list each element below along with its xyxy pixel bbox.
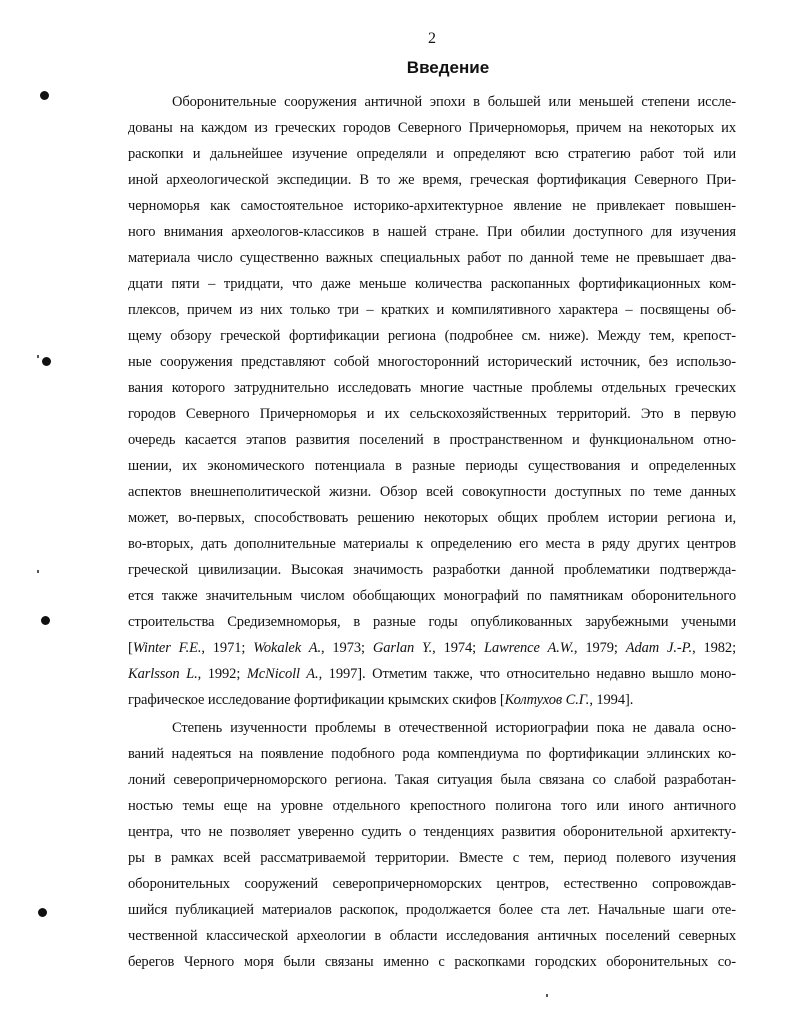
text-line: черноморья как самостоятельное историко-архитектурное явление не привлекает повышен-	[128, 198, 736, 214]
citation-author: Adam J.-P.	[625, 640, 693, 656]
text-line: строительства Средиземноморья, в разные годы опубликованных зарубежными учеными	[128, 614, 736, 630]
text-line: ваний надеяться на появление подобного рода компендиума по фортификации эллинских ко-	[128, 746, 736, 762]
text-line: шийся публикацией материалов раскопок, продолжается более ста лет. Начальные шаги оте-	[128, 902, 736, 918]
page-number: 2	[428, 30, 436, 47]
body-text	[128, 89, 736, 975]
citation-author: McNicoll A.	[246, 666, 319, 682]
text-line: материала число существенно важных специальных работ по данной теме не превышает два-	[128, 250, 736, 266]
text-line: аспектов внешнеполитической жизни. Обзор всей совокупности доступных по теме данных	[128, 484, 736, 500]
text-line: дованы на каждом из греческих городов Северного Причерноморья, причем на некоторых их	[128, 120, 736, 136]
text-line: очередь касается этапов развития поселений в пространственном и функциональном отно-	[128, 432, 736, 448]
scan-speck	[37, 355, 39, 358]
punch-hole-mark	[41, 616, 50, 625]
text-line: иной археологической экспедиции. В то же время, греческая фортификация Северного При-	[128, 172, 736, 188]
citation-author: Wokalek A.	[253, 640, 321, 656]
punch-hole-mark	[40, 91, 49, 100]
section-heading: Введение	[406, 58, 490, 77]
citation-line: Karlsson L., 1992; McNicoll A., 1997]. Отметим также, что относительно недавно вышло моно-	[128, 666, 736, 682]
text-line: ные сооружения представляют собой многосторонний исторический источник, без использо-	[128, 354, 736, 370]
text-line: ры в рамках всей рассматриваемой территории. Вместе с тем, период полевого изучения	[128, 850, 736, 866]
punch-hole-mark	[38, 908, 47, 917]
citation-line: [Winter F.E., 1971; Wokalek A., 1973; Garlan Y., 1974; Lawrence A.W., 1979; Adam J.-P., 1982;	[128, 640, 736, 656]
text-line: может, во-первых, способствовать решению некоторых общих проблем истории региона и,	[128, 510, 736, 526]
text-line: оборонительных сооружений северопричерноморских центров, естественно сопровождав-	[128, 876, 736, 892]
text-line: Оборонительные сооружения античной эпохи в большей или меньшей степени иссле-	[172, 94, 736, 110]
text-line: городов Северного Причерноморья и их сельскохозяйственных территорий. Это в первую	[128, 406, 736, 422]
text-line: щему обзору греческой фортификации региона (подробнее см. ниже). Между тем, крепост-	[128, 328, 736, 344]
text-line: чественной классической археологии в области исследования античных поселений северных	[128, 928, 736, 944]
citation-author: Колтухов С.Г.	[504, 692, 590, 708]
text-line: берегов Черного моря были связаны именно с раскопками городских оборонительных со-	[128, 954, 736, 970]
text-line: центра, что не позволяет уверенно судить о тенденциях развития оборонительной архитекту-	[128, 824, 736, 840]
text-line: дцати пяти – тридцати, что даже меньше количества раскопанных фортификационных ком-	[128, 276, 736, 292]
text-line: раскопки и дальнейшее изучение определяли и определяют всю стратегию работ той или	[128, 146, 736, 162]
text-line: вания которого затруднительно исследовать многие частные проблемы отдельных греческих	[128, 380, 736, 396]
citation-author: Garlan Y.	[372, 640, 433, 656]
citation-line: графическое исследование фортификации крымских скифов [Колтухов С.Г., 1994].	[128, 692, 634, 708]
text-line: греческой цивилизации. Высокая значимость разработки данной проблематики подтвержда-	[128, 562, 736, 578]
text-line: плексов, причем из них только три – кратких и компилятивного характера – посвящены об-	[128, 302, 736, 318]
text-line: Степень изученности проблемы в отечественной историографии пока не давала осно-	[172, 720, 736, 736]
punch-hole-mark	[42, 357, 51, 366]
text-line: шении, их экономического потенциала в разные периоды существования и определенных	[128, 458, 736, 474]
text-line: ется также значительным числом обобщающих монографий по памятникам оборонительного	[128, 588, 736, 604]
scan-speck	[546, 994, 548, 997]
text-line: ностью темы еще на уровне отдельного крепостного полигона того или иного античного	[128, 798, 736, 814]
citation-author: Winter F.E.	[132, 640, 202, 656]
scan-speck	[37, 570, 39, 573]
text-line: во-вторых, дать дополнительные материалы к определению его места в ряду других центров	[128, 536, 736, 552]
citation-author: Lawrence A.W.	[484, 640, 574, 656]
text-line: ного внимания археологов-классиков в нашей стране. При обилии доступного для изучения	[128, 224, 736, 240]
citation-author: Karlsson L.	[128, 666, 198, 682]
text-line: лоний северопричерноморского региона. Такая ситуация была связана со слабой разработан-	[128, 772, 736, 788]
